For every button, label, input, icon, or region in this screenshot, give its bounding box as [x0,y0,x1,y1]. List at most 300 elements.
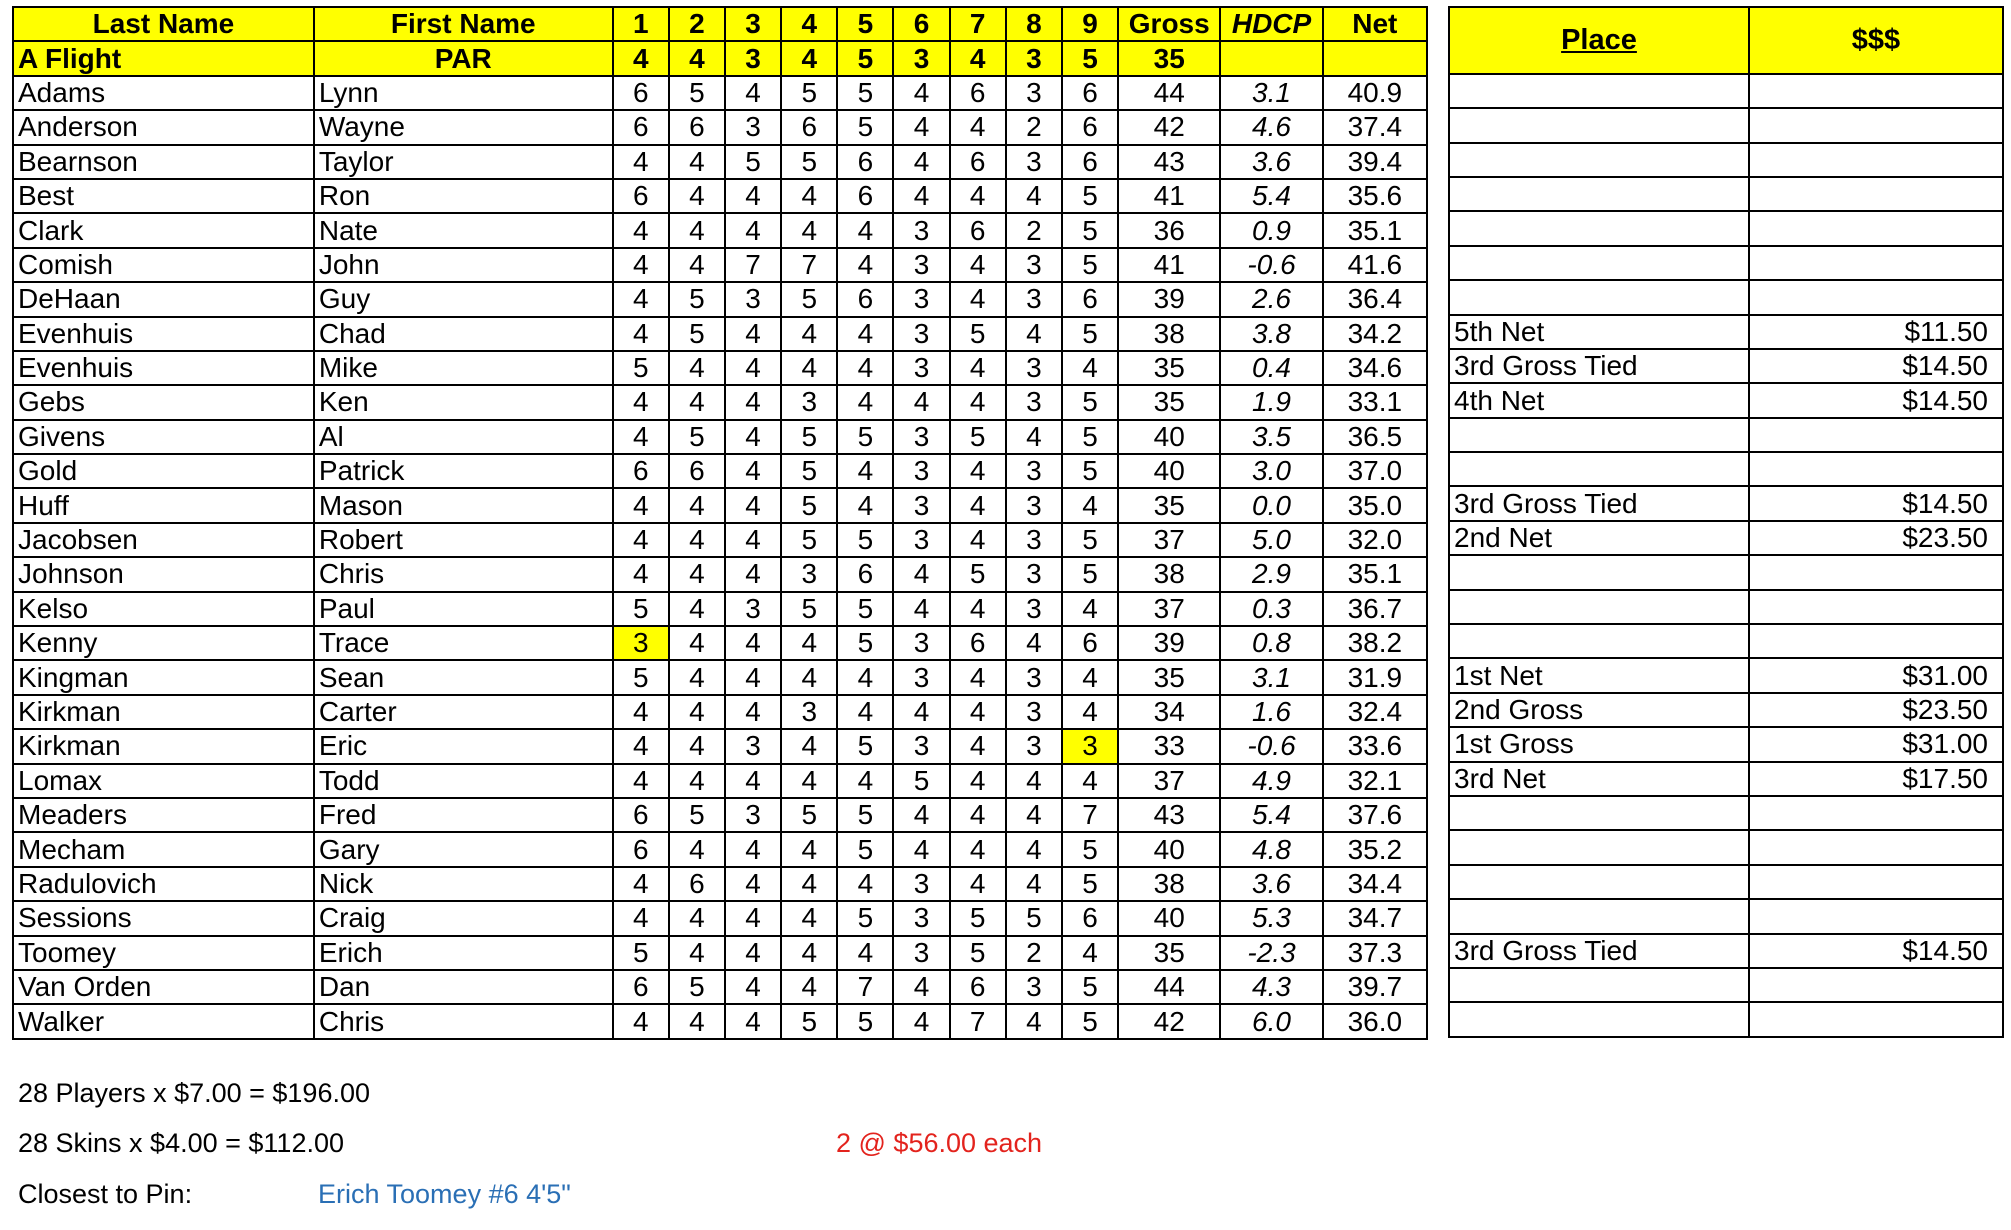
hole-score-cell: 3 [1006,248,1062,282]
hole-score-cell: 4 [837,488,893,522]
hdcp-cell: 5.0 [1220,523,1322,557]
hole-score-cell: 6 [837,145,893,179]
hole-score-cell: 5 [1062,1004,1118,1038]
hdcp-cell: 5.3 [1220,901,1322,935]
player-row [13,592,1427,626]
hdcp-cell: 5.4 [1220,798,1322,832]
hole-score-cell: 4 [669,488,725,522]
hole-score-cell: 5 [669,317,725,351]
hole-score-cell: 4 [1006,626,1062,660]
place-cell [1449,177,1749,211]
hole-score-cell: 6 [837,179,893,213]
payout-row [1449,246,2003,280]
place-cell [1449,280,1749,314]
payout-row [1449,968,2003,1002]
hole-score-cell: 4 [613,213,669,247]
net-cell: 34.2 [1323,317,1427,351]
hole-score-cell: 3 [893,282,949,316]
place-cell: 3rd Net [1449,762,1749,796]
gross-cell: 41 [1118,179,1220,213]
hdcp-cell: 1.6 [1220,695,1322,729]
hole-score-cell: 5 [781,145,837,179]
payout-row [1449,865,2003,899]
hole-score-cell: 4 [893,110,949,144]
hole-score-cell: 4 [1062,592,1118,626]
hdcp-cell: 3.6 [1220,145,1322,179]
net-cell: 32.4 [1323,695,1427,729]
hole-score-cell: 3 [1006,592,1062,626]
hdcp-cell: 0.0 [1220,488,1322,522]
hole-score-cell: 4 [950,110,1006,144]
payout-row [1449,521,2003,555]
prize-cell [1749,143,2003,177]
first-name-cell: Ken [314,385,613,419]
hole-score-cell: 6 [669,867,725,901]
hole-score-cell: 4 [1006,420,1062,454]
payout-row [1449,349,2003,383]
hole-score-cell: 4 [893,798,949,832]
hole-score-cell: 3 [725,110,781,144]
hole-score-cell: 4 [669,385,725,419]
hole-score-cell: 4 [1006,798,1062,832]
hole-score-cell: 5 [837,1004,893,1038]
hole-score-cell: 7 [1062,798,1118,832]
par-value: 5 [1062,41,1118,75]
hole-score-cell: 5 [893,764,949,798]
hole-score-cell: 3 [1006,523,1062,557]
place-cell [1449,590,1749,624]
hole-score-cell: 5 [725,145,781,179]
hdcp-cell: 4.8 [1220,832,1322,866]
hole-score-cell: 4 [1006,317,1062,351]
hdcp-cell: 2.6 [1220,282,1322,316]
hole-score-cell: 5 [837,420,893,454]
last-name-cell: Clark [13,213,314,247]
hole-score-cell: 6 [669,110,725,144]
hole-score-cell: 4 [669,1004,725,1038]
hole-score-cell: 4 [669,936,725,970]
last-name-cell: Sessions [13,901,314,935]
prize-cell [1749,246,2003,280]
player-row [13,76,1427,110]
net-cell: 37.0 [1323,454,1427,488]
hole-score-cell: 4 [837,695,893,729]
place-cell [1449,452,1749,486]
net-cell: 36.0 [1323,1004,1427,1038]
net-cell: 32.0 [1323,523,1427,557]
hole-score-cell: 4 [613,523,669,557]
hole-score-cell: 6 [1062,145,1118,179]
player-row [13,557,1427,591]
first-name-cell: Nate [314,213,613,247]
hole-score-cell: 4 [781,867,837,901]
hdcp-cell: 0.4 [1220,351,1322,385]
hdcp-cell: 3.1 [1220,76,1322,110]
hdcp-cell: 6.0 [1220,1004,1322,1038]
hole-score-cell: 4 [837,764,893,798]
hole-score-cell: 4 [669,832,725,866]
place-cell [1449,418,1749,452]
hdcp-cell: 3.8 [1220,317,1322,351]
hole-header: 1 [613,7,669,41]
hole-score-cell: 4 [950,282,1006,316]
player-row [13,385,1427,419]
gross-cell: 39 [1118,282,1220,316]
last-name-cell: Van Orden [13,970,314,1004]
gross-cell: 39 [1118,626,1220,660]
hole-score-cell: 4 [613,385,669,419]
hole-score-cell: 4 [781,729,837,763]
hole-score-cell: 4 [725,179,781,213]
hole-score-cell: 4 [1006,1004,1062,1038]
place-cell: 3rd Gross Tied [1449,486,1749,520]
gross-cell: 43 [1118,798,1220,832]
hole-score-cell: 4 [893,76,949,110]
hole-header: 7 [950,7,1006,41]
prize-cell [1749,452,2003,486]
par-label: PAR [314,41,613,75]
hole-score-cell: 6 [613,110,669,144]
gross-cell: 37 [1118,523,1220,557]
header-row [13,7,1427,41]
last-name-cell: Kenny [13,626,314,660]
scorecard-table [12,6,1428,1040]
hole-score-cell: 4 [893,557,949,591]
first-name-cell: Paul [314,592,613,626]
hole-score-cell: 4 [1006,764,1062,798]
first-name-cell: Chris [314,557,613,591]
hole-score-cell: 4 [781,351,837,385]
player-row [13,454,1427,488]
prize-cell [1749,177,2003,211]
place-cell [1449,555,1749,589]
player-row [13,626,1427,660]
hole-score-cell: 6 [1062,76,1118,110]
hole-score-cell: 6 [950,76,1006,110]
prize-cell: $14.50 [1749,934,2003,968]
hole-score-cell: 5 [669,798,725,832]
gross-cell: 41 [1118,248,1220,282]
hole-score-cell: 3 [893,729,949,763]
hole-score-cell: 6 [1062,282,1118,316]
par-row [13,41,1427,75]
hole-score-cell: 5 [950,936,1006,970]
hole-score-cell: 5 [1062,557,1118,591]
gross-cell: 40 [1118,901,1220,935]
hole-score-cell: 4 [893,592,949,626]
payout-row [1449,452,2003,486]
hole-score-cell: 6 [1062,110,1118,144]
hole-score-cell: 4 [893,695,949,729]
gross-cell: 37 [1118,592,1220,626]
hole-score-cell: 4 [613,764,669,798]
hole-score-cell: 6 [837,282,893,316]
hole-score-cell: 4 [950,179,1006,213]
hole-score-cell: 5 [1006,901,1062,935]
place-cell: 2nd Gross [1449,693,1749,727]
hole-score-cell: 6 [781,110,837,144]
gross-cell: 34 [1118,695,1220,729]
hole-score-cell: 5 [837,76,893,110]
hole-header: 6 [893,7,949,41]
hole-score-cell: 4 [950,660,1006,694]
player-row [13,110,1427,144]
payout-rows [1449,74,2003,1037]
hole-score-cell: 5 [837,901,893,935]
last-name-cell: Kingman [13,660,314,694]
net-cell: 36.4 [1323,282,1427,316]
prize-cell: $23.50 [1749,693,2003,727]
hole-score-cell: 5 [1062,213,1118,247]
hole-score-cell: 5 [1062,454,1118,488]
hole-score-cell: 4 [669,901,725,935]
net-cell: 31.9 [1323,660,1427,694]
prize-cell [1749,108,2003,142]
payout-row [1449,590,2003,624]
hole-score-cell: 5 [1062,523,1118,557]
hdcp-cell: 1.9 [1220,385,1322,419]
payout-row [1449,693,2003,727]
last-name-cell: Bearnson [13,145,314,179]
player-row [13,248,1427,282]
hole-score-cell: 4 [613,1004,669,1038]
hdcp-cell: -0.6 [1220,729,1322,763]
hdcp-cell: -0.6 [1220,248,1322,282]
gross-cell: 35 [1118,936,1220,970]
hole-score-cell: 5 [837,626,893,660]
hole-score-cell: 5 [1062,420,1118,454]
hole-score-cell: 3 [893,488,949,522]
net-cell: 35.0 [1323,488,1427,522]
prize-cell [1749,624,2003,658]
hole-score-cell: 4 [669,248,725,282]
payout-row [1449,418,2003,452]
net-cell: 34.6 [1323,351,1427,385]
hdcp-cell: 4.9 [1220,764,1322,798]
hole-score-cell: 5 [837,592,893,626]
place-cell [1449,74,1749,108]
hole-score-cell: 3 [893,901,949,935]
hole-score-cell: 3 [1006,557,1062,591]
hole-score-cell: 4 [837,936,893,970]
hole-score-cell: 5 [781,592,837,626]
place-cell [1449,796,1749,830]
last-name-cell: Evenhuis [13,351,314,385]
hole-score-cell: 2 [1006,110,1062,144]
prize-cell [1749,211,2003,245]
prize-cell: $31.00 [1749,727,2003,761]
last-name-cell: Toomey [13,936,314,970]
gross-cell: 42 [1118,110,1220,144]
payout-row [1449,899,2003,933]
gross-cell: 38 [1118,317,1220,351]
hole-score-cell: 4 [1006,832,1062,866]
hole-score-cell: 5 [613,936,669,970]
players-pot-line: 28 Players x $7.00 = $196.00 [18,1078,371,1108]
hole-score-cell: 5 [781,523,837,557]
first-name-cell: Lynn [314,76,613,110]
hole-score-cell: 4 [725,867,781,901]
hole-score-cell: 4 [613,317,669,351]
hole-score-cell: 5 [950,557,1006,591]
hole-score-cell: 4 [781,626,837,660]
first-name-cell: Guy [314,282,613,316]
payout-row [1449,555,2003,589]
hole-score-cell: 2 [1006,936,1062,970]
hole-score-cell: 3 [893,660,949,694]
prize-cell: $11.50 [1749,315,2003,349]
last-name-cell: Kirkman [13,695,314,729]
hole-score-cell: 4 [781,179,837,213]
payout-header-row [1449,7,2003,74]
net-cell: 35.1 [1323,213,1427,247]
place-cell [1449,246,1749,280]
hole-score-cell: 6 [950,145,1006,179]
hole-score-cell: 4 [725,936,781,970]
hole-score-cell: 5 [837,832,893,866]
player-row [13,282,1427,316]
gross-cell: 38 [1118,557,1220,591]
hole-score-cell: 4 [781,660,837,694]
payout-row [1449,211,2003,245]
last-name-cell: Jacobsen [13,523,314,557]
hole-score-cell: 4 [893,385,949,419]
gross-cell: 40 [1118,832,1220,866]
hole-score-cell: 5 [781,454,837,488]
player-row [13,420,1427,454]
hole-score-cell: 4 [837,351,893,385]
first-name-cell: Erich [314,936,613,970]
hole-score-cell: 4 [725,901,781,935]
place-cell [1449,624,1749,658]
hdcp-cell: 2.9 [1220,557,1322,591]
closest-to-pin-value: Erich Toomey #6 4'5" [318,1179,571,1209]
player-row [13,1004,1427,1038]
player-rows [13,76,1427,1039]
payout-row [1449,658,2003,692]
place-cell [1449,968,1749,1002]
hole-score-cell: 4 [781,764,837,798]
player-row [13,729,1427,763]
hdcp-cell: 5.4 [1220,179,1322,213]
last-name-cell: Gold [13,454,314,488]
hole-score-cell: 5 [781,76,837,110]
payout-row [1449,727,2003,761]
hole-score-cell: 4 [1062,351,1118,385]
first-name-cell: Wayne [314,110,613,144]
gross-cell: 44 [1118,76,1220,110]
net-cell: 38.2 [1323,626,1427,660]
payout-table [1448,6,2004,1038]
hole-score-cell: 4 [725,76,781,110]
hole-score-cell: 5 [781,488,837,522]
player-row [13,901,1427,935]
hdcp-cell: 3.6 [1220,867,1322,901]
prize-cell [1749,280,2003,314]
hdcp-cell: 3.1 [1220,660,1322,694]
last-name-cell: Givens [13,420,314,454]
gross-cell: 40 [1118,454,1220,488]
hole-score-cell: 4 [1062,488,1118,522]
payout-row [1449,74,2003,108]
hole-score-cell: 6 [837,557,893,591]
hdcp-cell: 0.3 [1220,592,1322,626]
place-cell: 2nd Net [1449,521,1749,555]
prize-cell: $14.50 [1749,383,2003,417]
place-cell [1449,899,1749,933]
gross-cell: 43 [1118,145,1220,179]
prize-cell: $14.50 [1749,486,2003,520]
hole-score-cell: 4 [837,317,893,351]
hole-score-cell: 5 [950,901,1006,935]
hole-score-cell: 4 [725,351,781,385]
hole-header: 5 [837,7,893,41]
net-cell: 36.7 [1323,592,1427,626]
last-name-cell: Walker [13,1004,314,1038]
gross-cell: 40 [1118,420,1220,454]
hole-score-cell: 4 [725,764,781,798]
hole-score-cell: 4 [725,832,781,866]
hole-score-cell: 4 [669,179,725,213]
player-row [13,832,1427,866]
flight-label: A Flight [13,41,314,75]
hole-score-cell: 5 [613,592,669,626]
hole-score-cell: 4 [725,660,781,694]
payout-row [1449,177,2003,211]
player-row [13,695,1427,729]
prize-cell [1749,865,2003,899]
hole-score-cell: 4 [781,317,837,351]
last-name-cell: Radulovich [13,867,314,901]
hole-score-cell: 4 [950,798,1006,832]
hole-score-cell: 3 [893,936,949,970]
first-name-cell: Mason [314,488,613,522]
hole-score-cell: 3 [893,317,949,351]
hole-score-cell: 5 [837,729,893,763]
hole-score-cell: 3 [781,385,837,419]
last-name-cell: Johnson [13,557,314,591]
par-value: 4 [613,41,669,75]
gross-cell: 37 [1118,764,1220,798]
hole-score-cell: 4 [613,145,669,179]
hdcp-cell: 3.5 [1220,420,1322,454]
hole-score-cell: 6 [613,832,669,866]
gross-cell: 35 [1118,488,1220,522]
last-name-cell: Comish [13,248,314,282]
hole-score-cell: 4 [950,832,1006,866]
hdcp-cell: -2.3 [1220,936,1322,970]
hole-score-cell: 4 [725,523,781,557]
last-name-cell: Huff [13,488,314,522]
gross-cell: 38 [1118,867,1220,901]
hdcp-cell: 3.0 [1220,454,1322,488]
hole-header: 9 [1062,7,1118,41]
hole-score-cell: 4 [950,248,1006,282]
hole-score-cell: 6 [1062,901,1118,935]
place-header: Place [1449,7,1749,74]
hole-score-cell: 4 [613,867,669,901]
hole-score-cell: 5 [950,420,1006,454]
net-cell: 32.1 [1323,764,1427,798]
net-cell: 35.1 [1323,557,1427,591]
hole-header: 8 [1006,7,1062,41]
hole-score-cell: 5 [781,420,837,454]
par-value: 4 [669,41,725,75]
hole-score-cell: 5 [1062,317,1118,351]
payout-row [1449,315,2003,349]
gross-cell: 44 [1118,970,1220,1004]
hole-score-cell: 4 [613,901,669,935]
